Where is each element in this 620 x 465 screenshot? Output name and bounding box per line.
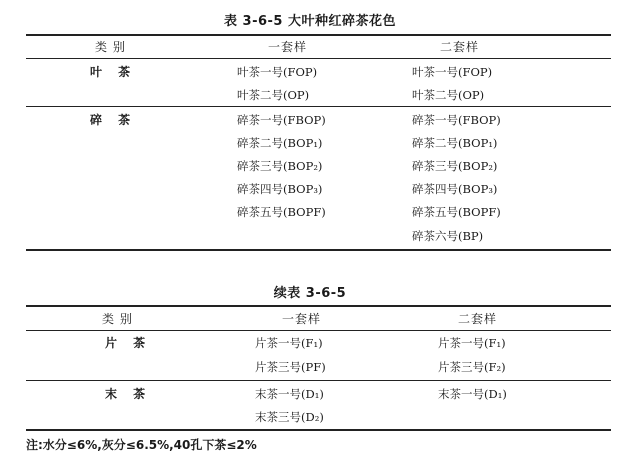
table1-broken-set1-row2: 碎茶二号(BOP₁) <box>237 136 323 150</box>
table1-broken-set1-row3: 碎茶三号(BOP₂) <box>237 159 323 173</box>
table1-group-rule <box>26 106 611 107</box>
table2-fannings-set1-row1: 片茶一号(F₁) <box>255 336 323 350</box>
table1-header-set2: 二套样 <box>440 40 480 54</box>
table1-header-set1: 一套样 <box>268 40 308 54</box>
table1-leaf-set2-row1: 叶茶一号(FOP) <box>412 65 493 79</box>
table2-dust-set1-row1: 末茶一号(D₁) <box>255 387 324 401</box>
table2-category-dust: 末 茶 <box>105 387 152 401</box>
table2-dust-set1-row2: 末茶三号(D₂) <box>255 410 324 424</box>
table1-broken-set2-row4: 碎茶四号(BOP₃) <box>412 182 498 196</box>
table2-top-rule <box>26 305 611 307</box>
table1-broken-set1-row1: 碎茶一号(FBOP) <box>237 113 326 127</box>
table2-title: 续表 3-6-5 <box>273 286 347 301</box>
table1-header-rule <box>26 58 611 59</box>
table1-broken-set2-row2: 碎茶二号(BOP₁) <box>412 136 498 150</box>
table1-category-leaf: 叶 茶 <box>90 65 137 79</box>
table1-broken-set2-row5: 碎茶五号(BOPF) <box>412 205 501 219</box>
table2-fannings-set2-row2: 片茶三号(F₂) <box>438 360 506 374</box>
table2-dust-set2-row1: 末茶一号(D₁) <box>438 387 507 401</box>
table1-broken-set1-row5: 碎茶五号(BOPF) <box>237 205 326 219</box>
table1-leaf-set1-row1: 叶茶一号(FOP) <box>237 65 318 79</box>
table1-top-rule <box>26 34 611 36</box>
table1-category-broken: 碎 茶 <box>90 113 137 127</box>
table-footnote: 注:水分≤6%,灰分≤6.5%,40孔下茶≤2% <box>26 438 257 452</box>
table1-broken-set2-row3: 碎茶三号(BOP₂) <box>412 159 498 173</box>
table1-bottom-rule <box>26 249 611 251</box>
table2-group-rule <box>26 380 611 381</box>
table2-fannings-set2-row1: 片茶一号(F₁) <box>438 336 506 350</box>
table2-header-set1: 一套样 <box>282 312 322 326</box>
table2-header-rule <box>26 330 611 331</box>
table1-broken-set2-row6: 碎茶六号(BP) <box>412 229 484 243</box>
table1-leaf-set2-row2: 叶茶二号(OP) <box>412 88 485 102</box>
table1-broken-set1-row4: 碎茶四号(BOP₃) <box>237 182 323 196</box>
table2-category-fannings: 片 茶 <box>105 336 152 350</box>
table1-title: 表 3-6-5 大叶种红碎茶花色 <box>224 14 396 29</box>
table2-bottom-rule <box>26 429 611 431</box>
table1-leaf-set1-row2: 叶茶二号(OP) <box>237 88 310 102</box>
table1-header-category: 类 别 <box>95 40 126 54</box>
table2-header-category: 类 别 <box>102 312 133 326</box>
table1-broken-set2-row1: 碎茶一号(FBOP) <box>412 113 501 127</box>
table2-fannings-set1-row2: 片茶三号(PF) <box>255 360 326 374</box>
table2-header-set2: 二套样 <box>458 312 498 326</box>
